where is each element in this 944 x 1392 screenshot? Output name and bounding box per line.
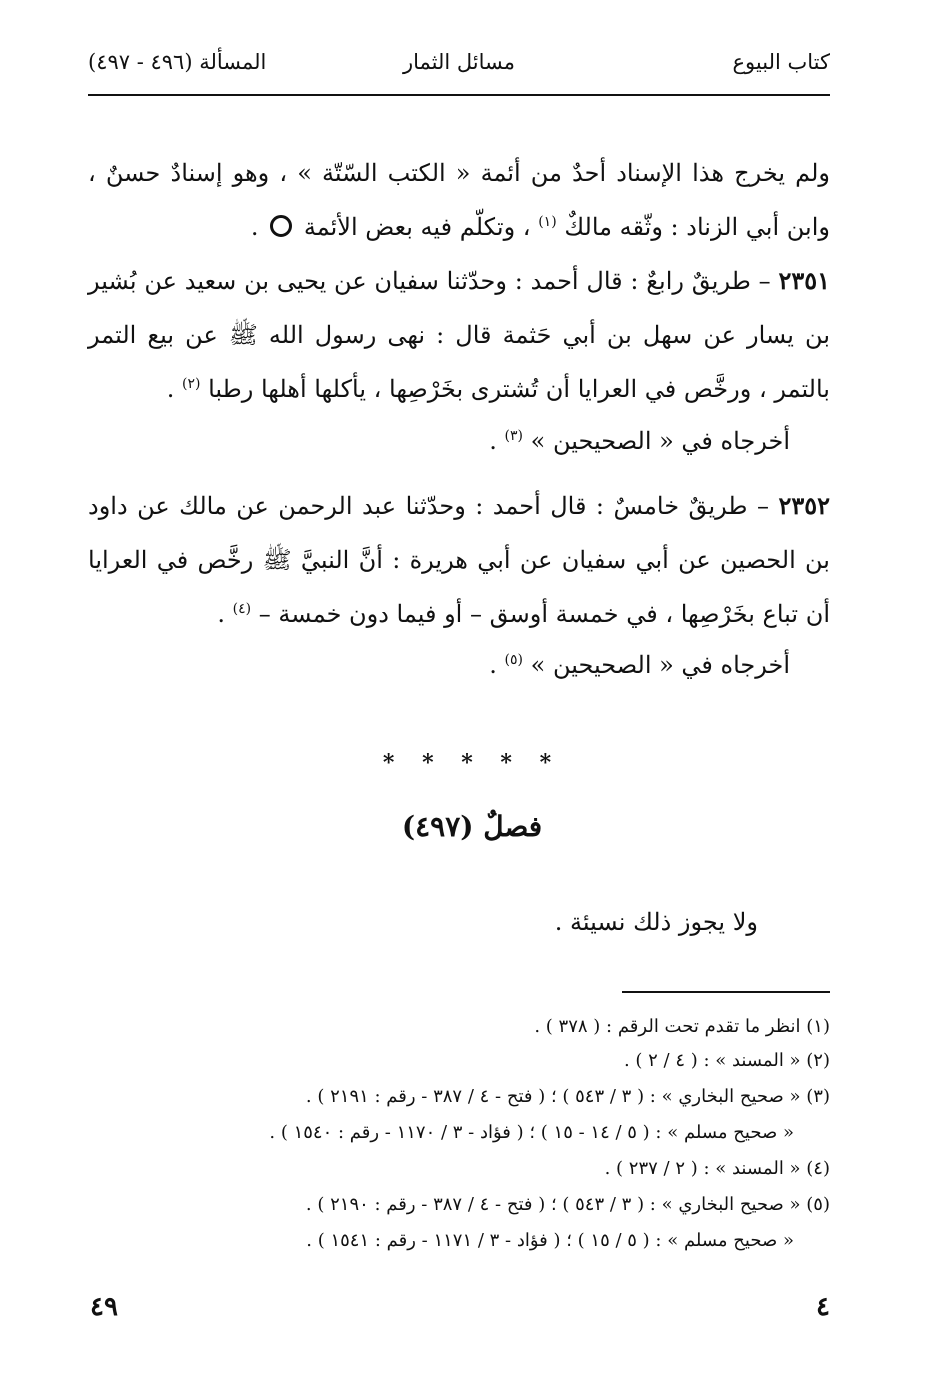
paragraph-intro <box>88 146 830 254</box>
paragraph-intro-line2a: حسنٌ ، وابن أبي الزناد : وثّقه مالكٌ <box>88 159 830 241</box>
page-number: ٤٩ <box>90 1292 118 1322</box>
paragraph-2352-text: – طريقٌ خامسٌ : قال أحمد : وحدّثنا عبد الرحمن عن مالك عن داود بن الحصين عن أبي سفيان عن أبي هريرة : أنَّ النبيَّ ﷺ رخَّص في العرايا أن تباع بخَرْصِها ، في خمسة أوسق – أو فيما دون خمسة – <box>88 492 830 628</box>
footnote-ref-4: (٤) <box>232 601 252 617</box>
footnote-ref-5: (٥) <box>504 652 523 668</box>
footnote-ref-1: (١) <box>538 214 557 230</box>
section-title: فصلٌ (٤٩٧) <box>401 810 543 843</box>
paragraph-2352-end: . <box>217 600 226 628</box>
footnote-1: (١) انظر ما تقدم تحت الرقم : ( ٣٧٨ ) . <box>534 1016 830 1037</box>
header-book-title: كتاب البيوع <box>732 50 830 74</box>
header-issue-range: المسألة (٤٩٦ - ٤٩٧) <box>88 50 267 74</box>
footnote-ref-2: (٢) <box>182 376 201 392</box>
paragraph-2351 <box>88 254 830 416</box>
volume-number: ٤ <box>816 1292 830 1322</box>
paragraph-intro-line1: ولم يخرج هذا الإسناد أحدٌ من أئمة « الكتب السّتّة » ، وهو إسنادٌ <box>170 159 830 187</box>
paragraph-takhrij-2 <box>88 638 830 692</box>
footnote-2: (٢) « المسند » : ( ٤ / ٢ ) . <box>623 1050 830 1071</box>
takhrij-2-text: أخرجاه في « الصحيحين » <box>530 651 790 679</box>
section-body-line: ولا يجوز ذلك نسيئة . <box>554 908 758 936</box>
paragraph-2352 <box>88 479 830 641</box>
footnote-divider <box>622 991 830 993</box>
takhrij-2-end: . <box>489 651 497 679</box>
paragraph-intro-line2b: ، وتكلّم فيه بعض الأئمة <box>303 213 531 241</box>
footnote-5: (٥) « صحيح البخاري » : ( ٣ / ٥٤٣ ) ؛ ( فتح - ٤ / ٣٨٧ - رقم : ٢١٩٠ ) . <box>305 1194 830 1215</box>
footnote-4: (٤) « المسند » : ( ٢ / ٢٣٧ ) . <box>604 1158 830 1179</box>
hadith-number-2351: ٢٣٥١ <box>778 266 830 295</box>
hadith-number-2352: ٢٣٥٢ <box>778 491 830 520</box>
footnote-3-cont: « صحيح مسلم » : ( ٥ / ١٤ - ١٥ ) ؛ ( فؤاد - ٣ / ١١٧٠ - رقم : ١٥٤٠ ) . <box>269 1122 794 1143</box>
header-chapter-title: مسائل الثمار <box>402 50 516 74</box>
paragraph-takhrij-1 <box>88 414 830 468</box>
footnote-3: (٣) « صحيح البخاري » : ( ٣ / ٥٤٣ ) ؛ ( فتح - ٤ / ٣٨٧ - رقم : ٢١٩١ ) . <box>305 1086 830 1107</box>
paragraph-2351-end: . <box>166 375 175 403</box>
paragraph-2351-text: – طريقٌ رابعٌ : قال أحمد : وحدّثنا سفيان عن يحيى بن سعيد عن بُشير بن يسار عن سهل بن أبي حَثمة قال : نهى رسول الله ﷺ عن بيع التمر بالتمر ، ورخَّص في العرايا أن تُشترى بخَرْصِها ، يأكلها أهلها رطبا <box>88 267 830 403</box>
takhrij-1-end: . <box>489 427 497 455</box>
takhrij-1-text: أخرجاه في « الصحيحين » <box>530 427 790 455</box>
paragraph-intro-end: . <box>250 213 259 241</box>
section-separator: * * * * * <box>382 750 562 776</box>
circle-mark-icon <box>270 215 292 237</box>
footnote-ref-3: (٣) <box>504 428 523 444</box>
footnote-5-cont: « صحيح مسلم » : ( ٥ / ١٥ ) ؛ ( فؤاد - ٣ / ١١٧١ - رقم : ١٥٤١ ) . <box>306 1230 794 1251</box>
header-divider <box>88 94 830 96</box>
running-header <box>88 50 830 90</box>
